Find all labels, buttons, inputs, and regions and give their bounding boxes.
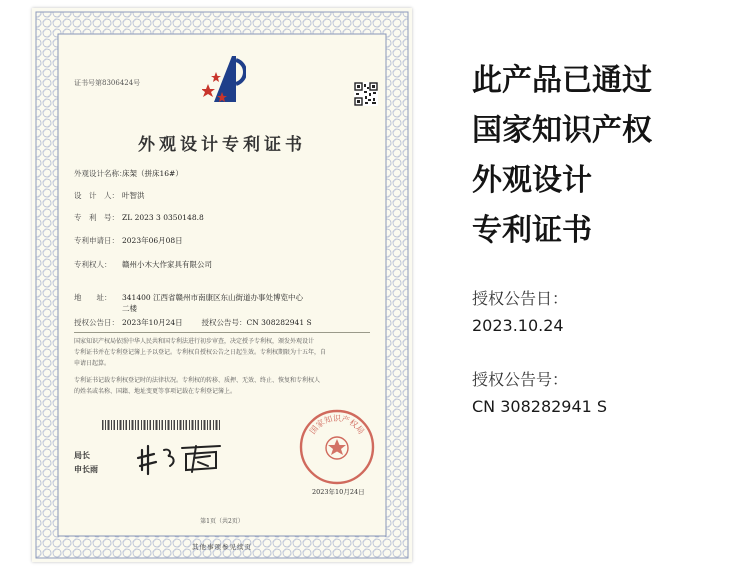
field-address: 地 址： 341400 江西省赣州市南康区东山街道办事处博览中心 <box>74 293 304 302</box>
field-application-date: 专利申请日： 2023年06月08日 <box>74 236 183 245</box>
announcement-number-label: 授权公告号： <box>472 370 569 389</box>
headline <box>472 56 652 256</box>
field-patent-number: 专 利 号： ZL 2023 3 0350148.8 <box>74 213 204 222</box>
paragraph-grant: 国家知识产权局依照中华人民共和国专利法进行初步审查，决定授予专利权，颁发外观设计 专利证书并在专利登记簿上予以登记。专利权自授权公告之日起生效。专利权期限为十五年，自 申请日起算。 <box>74 338 327 367</box>
svg-text:国家知识产权局: 国家知识产权局 <box>308 414 366 436</box>
director-signature <box>136 440 226 476</box>
headline-line: 外观设计 <box>472 163 592 198</box>
announcement-number-value: CN 308282941 S <box>472 397 608 416</box>
barcode-icon <box>102 420 222 430</box>
grant-date-label: 授权公告日： <box>472 289 569 308</box>
address-line-2: 二楼 <box>122 304 137 313</box>
headline-line: 此产品已通过 <box>472 63 652 98</box>
official-seal <box>298 408 376 486</box>
grant-date-value: 2023.10.24 <box>472 316 564 335</box>
director-title: 局长 <box>74 450 90 460</box>
divider <box>74 332 370 333</box>
certificate <box>62 38 382 551</box>
field-patentee: 专利权人： 赣州小木大作家具有限公司 <box>74 260 212 269</box>
field-designer: 设 计 人： 叶智洪 <box>74 191 145 200</box>
seal-date: 2023年10月24日 <box>312 488 365 496</box>
certificate-number: 证书号第8306424号 <box>74 79 141 87</box>
field-design-name: 外观设计名称：床架（拼床16#） <box>74 169 183 178</box>
page-info: 第1页（共2页） <box>200 518 244 525</box>
qr-code-icon <box>354 82 378 106</box>
certificate-title: 外观设计专利证书 <box>138 135 306 155</box>
headline-line: 专利证书 <box>472 213 592 248</box>
field-grant-date: 授权公告日： 2023年10月24日 授权公告号：CN 308282941 S <box>74 318 312 327</box>
director-name: 申长雨 <box>74 464 98 474</box>
paragraph-legal-status: 专利证书记载专利权登记时的法律状况。专利权的转移、质押、无效、终止、恢复和专利权人 的姓名或名称、国籍、地址变更等事项记载在专利登记簿上。 <box>74 377 321 395</box>
continuation-notice: 其他事项参见续页 <box>192 543 252 551</box>
headline-line: 国家知识产权 <box>472 113 652 148</box>
certificate-photo <box>32 8 412 562</box>
cnipa-emblem-icon <box>202 50 246 110</box>
